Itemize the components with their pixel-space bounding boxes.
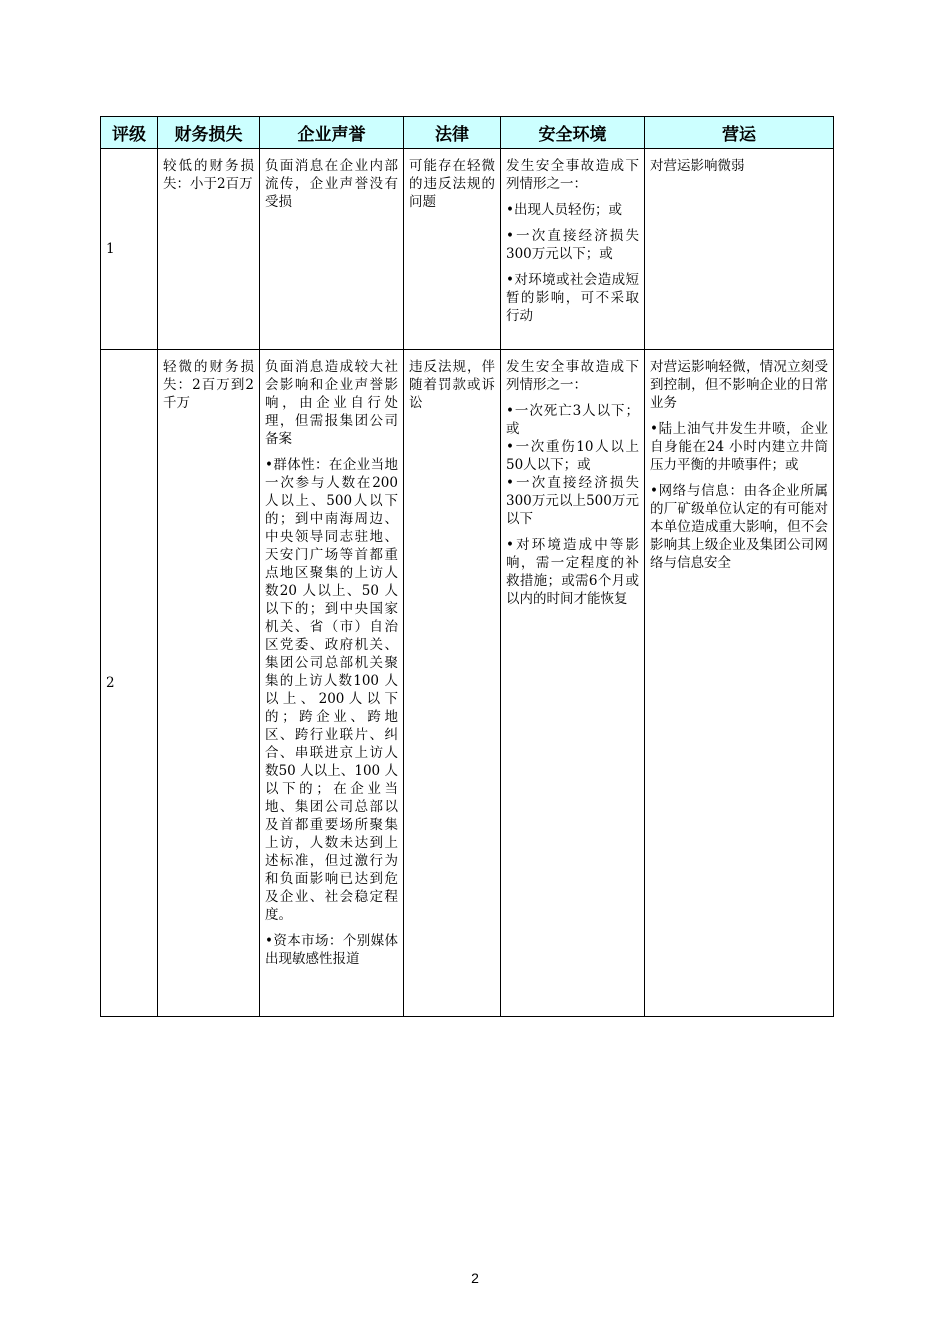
header-legal: 法律 <box>404 117 501 149</box>
financial-loss-cell: 轻微的财务损失：2百万到2千万 <box>158 350 260 1017</box>
safety-item: •对环境或社会造成短暂的影响，可不采取行动 <box>506 272 639 324</box>
operations-cell <box>645 350 834 1017</box>
operations-text: 对营运影响微弱 <box>650 158 745 174</box>
reputation-mass-incident: •群体性：在企业当地一次参与人数在200 人以上、500人以下的；到中南海周边、中央领导同志驻地、天安门广场等首都重点地区聚集的上访人数20 人以上、50 人以下的；到中央国家机关、省（市）自治区党委、政府机关、集团公司总部机关聚集的上访人数100 人以上、200人以下的；跨企业、跨地区、跨行业联片、纠合、串联进京上访人数50 人以上、100 人以下的；在企业当地、集团公司总部以及首都重要场所聚集上访，人数未达到上述标准，但过激行为和负面影响已达到危及企业、社会稳定程度。 <box>265 457 398 923</box>
safety-list <box>506 402 639 528</box>
rating-level: 2 <box>101 350 158 1017</box>
safety-environment-cell <box>501 149 645 350</box>
page-number: 2 <box>471 1270 479 1286</box>
rating-level: 1 <box>101 149 158 350</box>
safety-item: •对环境造成中等影响，需一定程度的补救措施；或需6个月或以内的时间才能恢复 <box>506 537 639 607</box>
operations-network: •网络与信息：由各企业所属的厂矿级单位认定的有可能对本单位造成重大影响，但不会影响其上级企业及集团公司网络与信息安全 <box>650 483 828 571</box>
financial-loss-cell: 较低的财务损失：小于2百万 <box>158 149 260 350</box>
safety-intro: 发生安全事故造成下列情形之一： <box>506 158 639 192</box>
reputation-cell <box>260 350 404 1017</box>
table-row <box>101 149 834 350</box>
safety-environment-cell <box>501 350 645 1017</box>
reputation-cell <box>260 149 404 350</box>
safety-item: •一次死亡3人以下；或 <box>506 403 639 437</box>
reputation-text: 负面消息造成较大社会影响和企业声誉影响，由企业自行处理，但需报集团公司备案 <box>265 359 398 447</box>
header-financial-loss: 财务损失 <box>158 117 260 149</box>
header-reputation: 企业声誉 <box>260 117 404 149</box>
table-row <box>101 350 834 1017</box>
safety-intro: 发生安全事故造成下列情形之一： <box>506 359 639 393</box>
header-rating: 评级 <box>101 117 158 149</box>
table-header-row <box>101 117 834 149</box>
risk-rating-table <box>100 116 834 1017</box>
reputation-text: 负面消息在企业内部流传，企业声誉没有受损 <box>265 158 398 210</box>
operations-text: 对营运影响轻微，情况立刻受到控制，但不影响企业的日常业务 <box>650 359 828 411</box>
legal-cell: 可能存在轻微的违反法规的问题 <box>404 149 501 350</box>
header-safety-environment: 安全环境 <box>501 117 645 149</box>
safety-item: •出现人员轻伤；或 <box>506 202 622 218</box>
operations-blowout: •陆上油气井发生井喷，企业自身能在24 小时内建立井筒压力平衡的井喷事件；或 <box>650 421 828 473</box>
safety-item: •一次重伤10人以上50人以下；或 <box>506 439 639 473</box>
safety-item: •一次直接经济损失300万元以下；或 <box>506 228 639 262</box>
operations-cell <box>645 149 834 350</box>
header-operations: 营运 <box>645 117 834 149</box>
safety-item: •一次直接经济损失300万元以上500万元以下 <box>506 475 639 527</box>
reputation-capital-market: •资本市场：个别媒体出现敏感性报道 <box>265 933 398 967</box>
legal-cell: 违反法规，伴随着罚款或诉讼 <box>404 350 501 1017</box>
